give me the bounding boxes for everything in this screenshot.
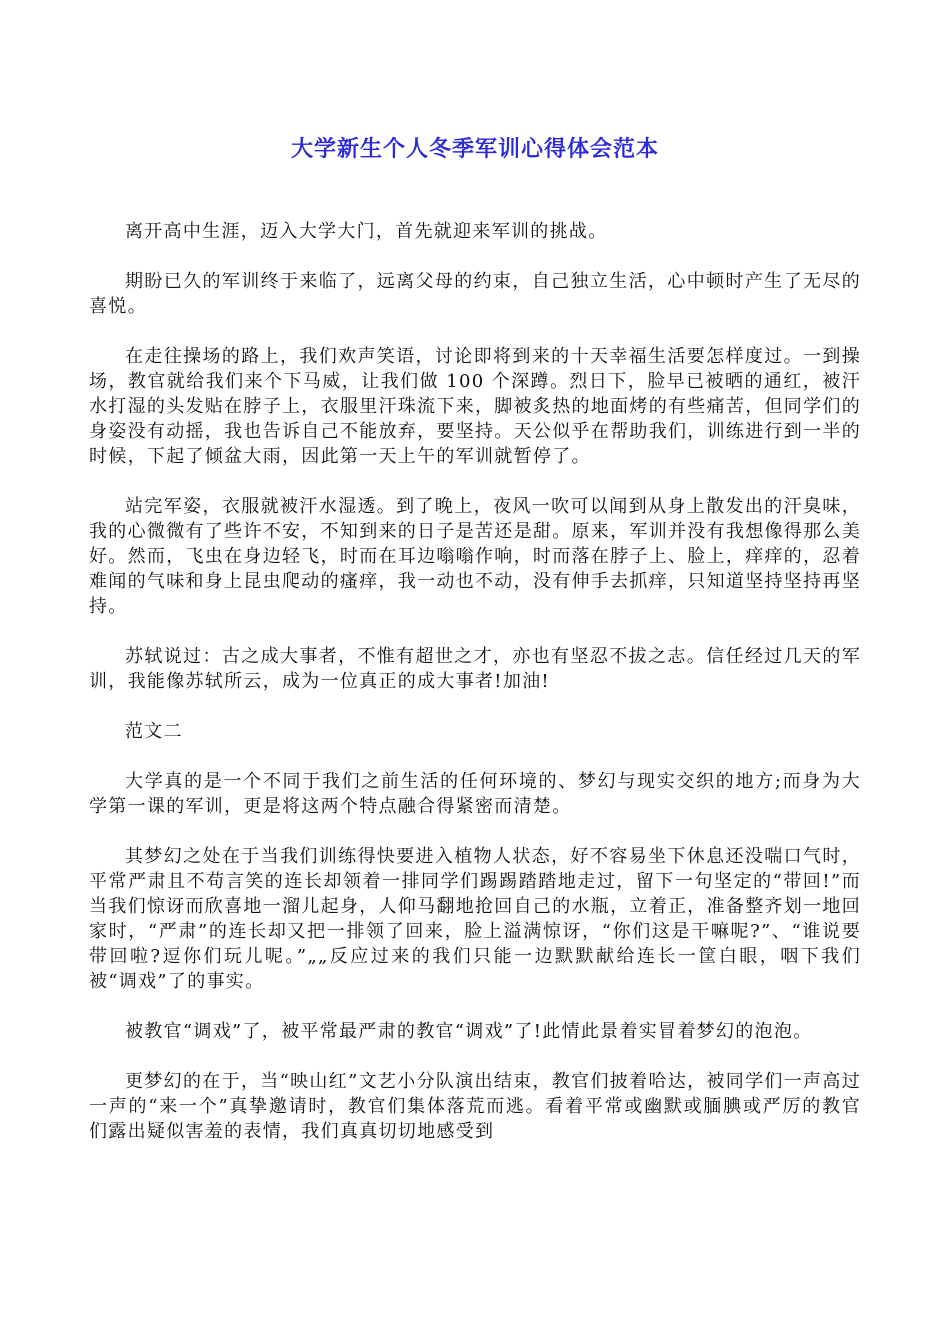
paragraph-7: 其梦幻之处在于当我们训练得快要进入植物人状态，好不容易坐下休息还没喘口气时，平常严肃且不苟言笑的连长却领着一排同学们踢踢踏踏地走过，留下一句坚定的“带回!”而当我们惊讶而欣喜地一溜儿起身，人仰马翻地抢回自己的水瓶，立着正，准备整齐划一地回家时，“严肃”的连长却又把一排领了回来，脸上溢满惊讶，“你们这是干嘛呢?”、“谁说要带回啦?逗你们玩儿呢。”„„反应过来的我们只能一边默默献给连长一筐白眼，咽下我们被“调戏”了的事实。 (89, 846, 861, 992)
paragraph-5: 苏轼说过：古之成大事者，不惟有超世之才，亦也有坚忍不拔之志。信任经过几天的军训，我能像苏轼所云，成为一位真正的成大事者!加油! (89, 646, 861, 692)
paragraph-1: 离开高中生涯，迈入大学大门，首先就迎来军训的挑战。 (125, 221, 608, 242)
paragraph-9: 更梦幻的在于，当“映山红”文艺小分队演出结束，教官们披着哈达，被同学们一声高过一声的“来一个”真挚邀请时，教官们集体落荒而逃。看着平常或幽默或腼腆或严厉的教官们露出疑似害羞的表情，我们真真切切地感受到 (89, 1071, 861, 1142)
section-heading-fanwen-er: 范文二 (125, 721, 183, 742)
paragraph-2: 期盼已久的军训终于来临了，远离父母的约束，自己独立生活，心中顿时产生了无尽的喜悦。 (89, 271, 861, 317)
document-title: 大学新生个人冬季军训心得体会范本 (290, 137, 659, 162)
paragraph-6: 大学真的是一个不同于我们之前生活的任何环境的、梦幻与现实交织的地方;而身为大学第一课的军训，更是将这两个特点融合得紧密而清楚。 (89, 771, 861, 817)
document-body (89, 219, 861, 1169)
paragraph-4: 站完军姿，衣服就被汗水湿透。到了晚上，夜风一吹可以闻到从身上散发出的汗臭味，我的心微微有了些许不安，不知到来的日子是苦还是甜。原来，军训并没有我想像得那么美好。然而，飞虫在身边轻飞，时而在耳边嗡嗡作响，时而落在脖子上、脸上，痒痒的，忍着难闻的气味和身上昆虫爬动的瘙痒，我一动也不动，没有伸手去抓痒，只知道坚持坚持再坚持。 (89, 496, 861, 617)
paragraph-8: 被教官“调戏”了，被平常最严肃的教官“调戏”了!此情此景着实冒着梦幻的泡泡。 (125, 1021, 813, 1042)
paragraph-3: 在走往操场的路上，我们欢声笑语，讨论即将到来的十天幸福生活要怎样度过。一到操场，教官就给我们来个下马威，让我们做 100 个深蹲。烈日下，脸早已被晒的通红，被汗水打湿的头发贴在脖子上，衣服里汗珠流下来，脚被炙热的地面烤的有些痛苦，但同学们的身姿没有动摇，我也告诉自己不能放弃，要坚持。天公似乎在帮助我们，训练进行到一半的时候，下起了倾盆大雨，因此第一天上午的军训就暂停了。 (89, 346, 861, 467)
